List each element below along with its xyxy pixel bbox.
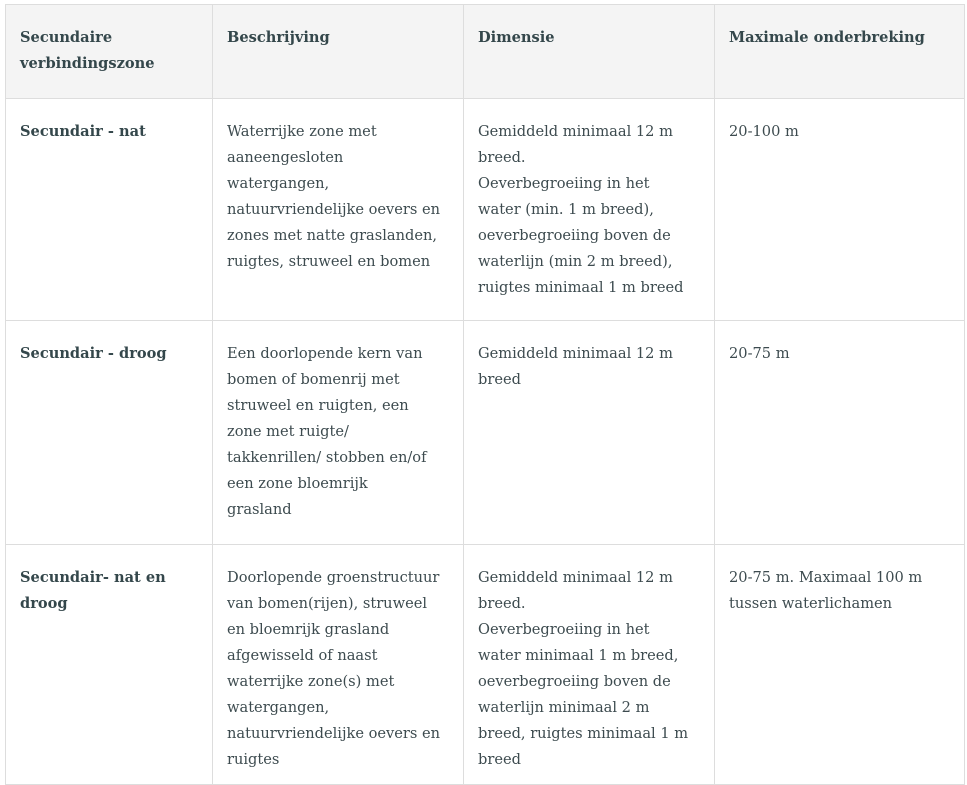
cell-line: bomen of bomenrij met xyxy=(227,371,400,388)
cell-line: afgewisseld of naast xyxy=(227,647,378,664)
cell-beschrijving xyxy=(213,545,464,785)
cell-line: Oeverbegroeiing in het xyxy=(478,175,650,192)
cell-onderbreking xyxy=(715,99,965,321)
cell-line: natuurvriendelijke oevers en xyxy=(227,725,441,742)
header-onderbreking-line: Maximale onderbreking xyxy=(729,29,925,46)
cell-line: water minimaal 1 m breed, xyxy=(478,647,679,664)
cell-line: waterlijn minimaal 2 m xyxy=(478,699,650,716)
cell-line: breed xyxy=(478,371,521,388)
cell-line: Gemiddeld minimaal 12 m xyxy=(478,123,673,140)
cell-line: waterlijn (min 2 m breed), xyxy=(478,253,673,270)
cell-line: Gemiddeld minimaal 12 m xyxy=(478,569,673,586)
header-dimensie xyxy=(464,5,715,99)
cell-zone xyxy=(6,99,213,321)
cell-line: Een doorlopende kern van xyxy=(227,345,423,362)
cell-onderbreking xyxy=(715,545,965,785)
cell-line: een zone bloemrijk xyxy=(227,475,368,492)
cell-line: waterrijke zone(s) met xyxy=(227,673,395,690)
header-zone-line: verbindingszone xyxy=(20,55,155,72)
cell-line: watergangen, xyxy=(227,175,330,192)
cell-line: Gemiddeld minimaal 12 m xyxy=(478,345,673,362)
cell-line: Secundair- nat en xyxy=(20,569,166,586)
header-row xyxy=(6,5,965,99)
cell-zone xyxy=(6,321,213,545)
header-beschrijving xyxy=(213,5,464,99)
header-beschrijving-line: Beschrijving xyxy=(227,29,330,46)
cell-line: 20-75 m. Maximaal 100 m xyxy=(729,569,923,586)
cell-line: watergangen, xyxy=(227,699,330,716)
cell-line: van bomen(rijen), struweel xyxy=(227,595,428,612)
cell-line: breed xyxy=(478,751,521,768)
cell-line: Secundair - droog xyxy=(20,345,167,362)
cell-line: zone met ruigte/ xyxy=(227,423,349,440)
table-row xyxy=(6,545,965,785)
cell-beschrijving xyxy=(213,321,464,545)
cell-line: grasland xyxy=(227,501,292,518)
cell-line: oeverbegroeiing boven de xyxy=(478,673,671,690)
cell-line: ruigtes minimaal 1 m breed xyxy=(478,279,684,296)
cell-line: en bloemrijk grasland xyxy=(227,621,390,638)
cell-line: Doorlopende groenstructuur xyxy=(227,569,440,586)
cell-line: oeverbegroeiing boven de xyxy=(478,227,671,244)
header-zone xyxy=(6,5,213,99)
cell-line: takkenrillen/ stobben en/of xyxy=(227,449,427,466)
cell-line: ruigtes xyxy=(227,751,280,768)
cell-dimensie xyxy=(464,545,715,785)
cell-dimensie xyxy=(464,99,715,321)
cell-line: natuurvriendelijke oevers en xyxy=(227,201,441,218)
cell-line: 20-75 m xyxy=(729,345,790,362)
cell-line: Secundair - nat xyxy=(20,123,146,140)
header-zone-line: Secundaire xyxy=(20,29,113,46)
cell-line: breed. xyxy=(478,595,526,612)
cell-line: water (min. 1 m breed), xyxy=(478,201,654,218)
header-onderbreking xyxy=(715,5,965,99)
cell-line: breed, ruigtes minimaal 1 m xyxy=(478,725,689,742)
cell-beschrijving xyxy=(213,99,464,321)
cell-dimensie xyxy=(464,321,715,545)
cell-line: droog xyxy=(20,595,68,612)
cell-line: ruigtes, struweel en bomen xyxy=(227,253,431,270)
table-row xyxy=(6,321,965,545)
cell-line: breed. xyxy=(478,149,526,166)
cell-line: 20-100 m xyxy=(729,123,799,140)
cell-line: struweel en ruigten, een xyxy=(227,397,409,414)
cell-line: aaneengesloten xyxy=(227,149,344,166)
zones-table xyxy=(5,4,965,785)
cell-line: Oeverbegroeiing in het xyxy=(478,621,650,638)
cell-line: Waterrijke zone met xyxy=(227,123,377,140)
cell-line: zones met natte graslanden, xyxy=(227,227,438,244)
cell-line: tussen waterlichamen xyxy=(729,595,893,612)
cell-zone xyxy=(6,545,213,785)
cell-onderbreking xyxy=(715,321,965,545)
header-dimensie-line: Dimensie xyxy=(478,29,555,46)
table-row xyxy=(6,99,965,321)
